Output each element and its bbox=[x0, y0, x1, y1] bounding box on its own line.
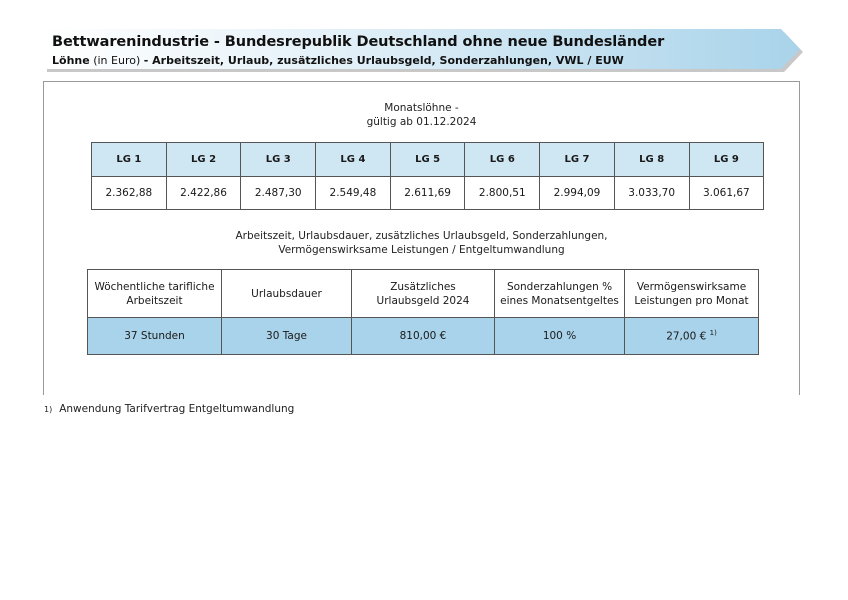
wages-caption bbox=[44, 101, 799, 129]
terms-value-row bbox=[88, 318, 759, 355]
header-vacation-pay bbox=[352, 270, 495, 318]
header-line: Leistungen pro Monat bbox=[634, 294, 749, 307]
header-working-hours bbox=[88, 270, 222, 318]
header-capital-benefits bbox=[625, 270, 759, 318]
header-line: Zusätzliches bbox=[390, 280, 456, 293]
page-title: Bettwarenindustrie - Bundesrepublik Deutschland ohne neue Bundesländer bbox=[52, 34, 665, 50]
wage-group-header: LG 9 bbox=[689, 143, 764, 177]
page-subtitle bbox=[52, 54, 624, 67]
subtitle-topics: - Arbeitszeit, Urlaub, zusätzliches Urlaubsgeld, Sonderzahlungen, VWL / EUW bbox=[143, 54, 624, 67]
wage-value: 2.362,88 bbox=[92, 177, 167, 210]
header-vacation bbox=[222, 270, 352, 318]
wage-value: 2.994,09 bbox=[540, 177, 615, 210]
subtitle-unit: (in Euro) bbox=[89, 54, 144, 67]
wage-value: 2.800,51 bbox=[465, 177, 540, 210]
terms-header-row bbox=[88, 270, 759, 318]
header-line: eines Monatsentgeltes bbox=[500, 294, 619, 307]
wage-value: 3.061,67 bbox=[689, 177, 764, 210]
header-line: Urlaubsdauer bbox=[251, 287, 322, 300]
terms-caption bbox=[44, 229, 799, 257]
value-capital-benefits-cell bbox=[625, 318, 759, 355]
wage-value: 2.549,48 bbox=[316, 177, 391, 210]
header-line: Urlaubsgeld 2024 bbox=[376, 294, 470, 307]
content-panel bbox=[43, 81, 800, 395]
wage-group-header: LG 5 bbox=[390, 143, 465, 177]
wage-group-header: LG 7 bbox=[540, 143, 615, 177]
wage-group-header: LG 3 bbox=[241, 143, 316, 177]
value-working-hours: 37 Stunden bbox=[88, 318, 222, 355]
footnote-reference: 1) bbox=[709, 329, 717, 338]
title-banner bbox=[44, 29, 804, 73]
terms-table bbox=[87, 269, 759, 355]
wages-header-row bbox=[92, 143, 764, 177]
value-vacation: 30 Tage bbox=[222, 318, 352, 355]
footnote bbox=[44, 403, 294, 415]
value-special-payments: 100 % bbox=[495, 318, 625, 355]
terms-caption-line1: Arbeitszeit, Urlaubsdauer, zusätzliches Urlaubsgeld, Sonderzahlungen, bbox=[235, 230, 608, 242]
header-line: Wöchentliche tarifliche bbox=[94, 280, 215, 293]
header-line: Arbeitszeit bbox=[126, 294, 183, 307]
wages-caption-line1: Monatslöhne - bbox=[384, 102, 459, 114]
wage-group-header: LG 8 bbox=[614, 143, 689, 177]
wage-value: 2.611,69 bbox=[390, 177, 465, 210]
wage-group-header: LG 1 bbox=[92, 143, 167, 177]
value-capital-benefits: 27,00 € bbox=[666, 330, 707, 343]
header-line: Sonderzahlungen % bbox=[506, 280, 613, 293]
wage-value: 3.033,70 bbox=[614, 177, 689, 210]
wages-caption-line2: gültig ab 01.12.2024 bbox=[366, 116, 477, 128]
footnote-mark: 1) bbox=[44, 405, 53, 414]
wage-value: 2.422,86 bbox=[166, 177, 241, 210]
wages-value-row bbox=[92, 177, 764, 210]
value-vacation-pay: 810,00 € bbox=[352, 318, 495, 355]
wage-value: 2.487,30 bbox=[241, 177, 316, 210]
header-special-payments bbox=[495, 270, 625, 318]
header-line: Vermögenswirksame bbox=[636, 280, 747, 293]
subtitle-lohne: Löhne bbox=[52, 54, 90, 67]
terms-caption-line2: Vermögenswirksame Leistungen / Entgeltumwandlung bbox=[278, 244, 565, 256]
wages-table bbox=[91, 142, 764, 210]
wage-group-header: LG 4 bbox=[316, 143, 391, 177]
wage-group-header: LG 6 bbox=[465, 143, 540, 177]
footnote-text: Anwendung Tarifvertrag Entgeltumwandlung bbox=[59, 403, 295, 415]
wage-group-header: LG 2 bbox=[166, 143, 241, 177]
